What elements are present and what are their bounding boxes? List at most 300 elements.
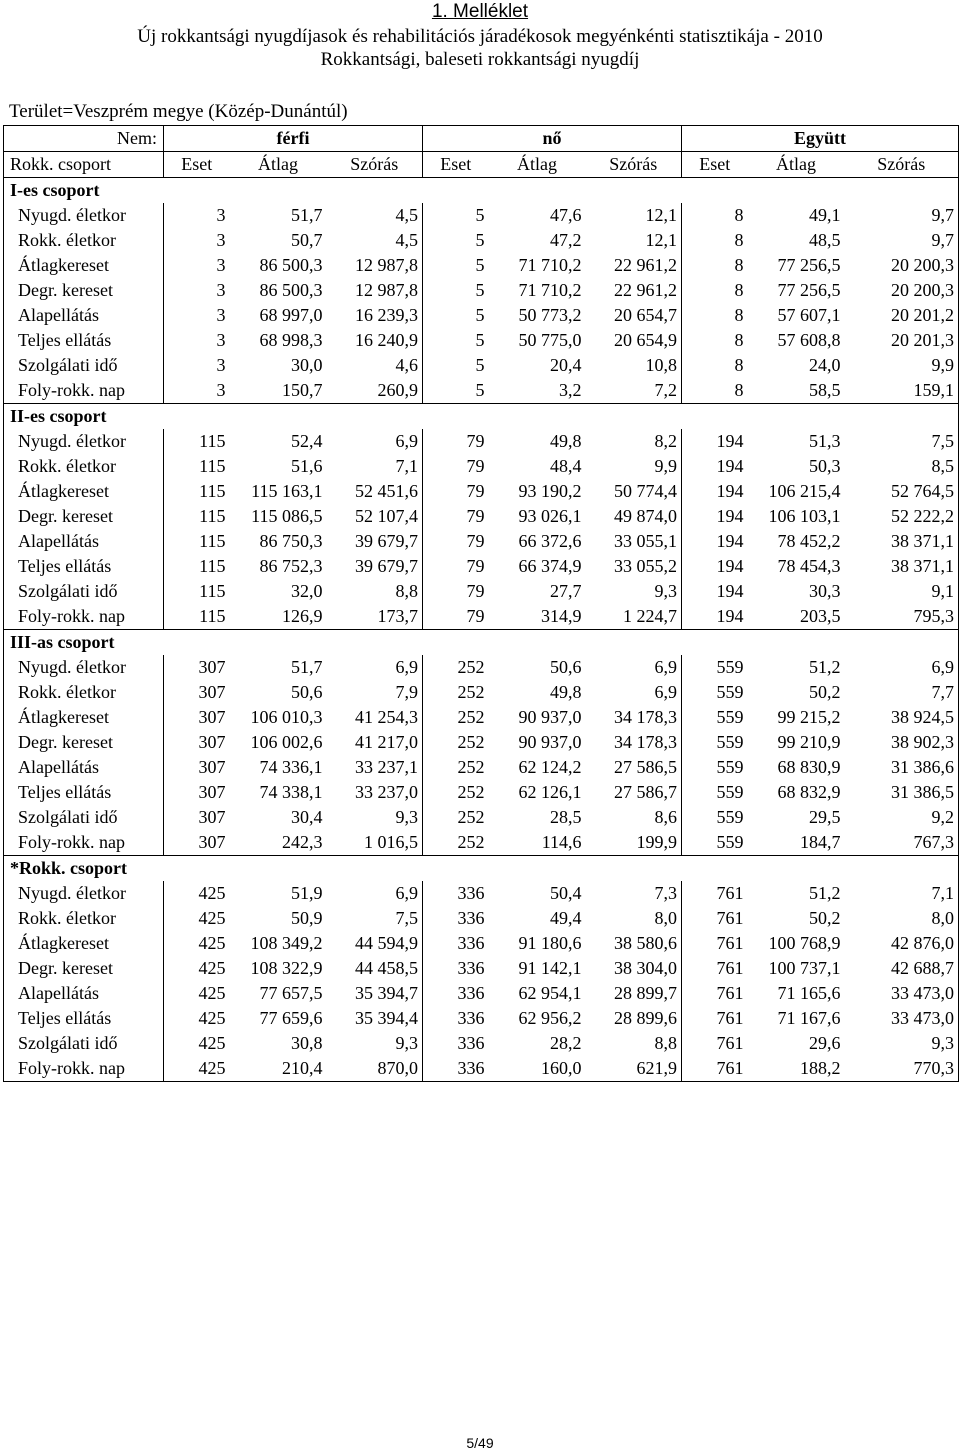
value-cell: 559: [682, 805, 748, 830]
value-cell: 62 954,1: [518, 983, 582, 1003]
value-cell: 35 394,4: [355, 1008, 419, 1028]
value-cell: 252: [423, 705, 489, 730]
value-cell: 32,0: [291, 581, 323, 601]
value-cell: 52,4: [291, 431, 323, 451]
value-cell: 27,7: [550, 581, 582, 601]
measure-header: Eset: [682, 152, 748, 178]
value-cell: 50,3: [809, 456, 841, 476]
value-cell: 5: [423, 228, 489, 253]
value-cell: 260,9: [327, 378, 423, 404]
value-cell: 57 607,1: [777, 305, 841, 325]
value-cell: 16 240,9: [355, 330, 419, 350]
table-row: [4, 956, 959, 981]
row-label: Rokk. életkor: [4, 680, 164, 705]
value-cell: 559: [682, 655, 748, 680]
value-cell: 761: [682, 881, 748, 906]
value-cell: 9,7: [845, 228, 959, 253]
value-cell: 8: [682, 253, 748, 278]
value-cell: 210,4: [230, 1056, 327, 1082]
value-cell: 115: [164, 529, 230, 554]
value-cell: 74 336,1: [259, 757, 323, 777]
value-cell: 22 961,2: [614, 255, 678, 275]
value-cell: 12 987,8: [355, 255, 419, 275]
value-cell: 39 679,7: [355, 556, 419, 576]
value-cell: 307: [164, 780, 230, 805]
value-cell: 5: [423, 253, 489, 278]
value-cell: 242,3: [230, 830, 327, 856]
table-row: [4, 479, 959, 504]
value-cell: 47,2: [550, 230, 582, 250]
value-cell: 3,2: [489, 378, 586, 404]
value-cell: 194: [682, 604, 748, 630]
value-cell: 68 998,3: [259, 330, 323, 350]
value-cell: 66 374,9: [518, 556, 582, 576]
measure-header: Szórás: [327, 152, 423, 178]
value-cell: 3: [164, 203, 230, 228]
value-cell: 425: [164, 1006, 230, 1031]
table-row: [4, 579, 959, 604]
value-cell: 761: [682, 1056, 748, 1082]
value-cell: 6,9: [395, 657, 419, 677]
row-label: Degr. kereset: [4, 956, 164, 981]
table-row: [4, 454, 959, 479]
value-cell: 48,5: [809, 230, 841, 250]
value-cell: 6,9: [395, 431, 419, 451]
table-row: [4, 780, 959, 805]
value-cell: 194: [682, 504, 748, 529]
value-cell: 71 710,2: [518, 255, 582, 275]
table-row: [4, 328, 959, 353]
value-cell: 425: [164, 1031, 230, 1056]
value-cell: 71 165,6: [777, 983, 841, 1003]
table-row: [4, 1006, 959, 1031]
value-cell: 9,1: [845, 579, 959, 604]
row-label: Szolgálati idő: [4, 579, 164, 604]
value-cell: 559: [682, 780, 748, 805]
table-row: [4, 1056, 959, 1082]
measure-header-row: [4, 152, 959, 178]
value-cell: 8,0: [654, 908, 678, 928]
value-cell: 38 371,1: [845, 554, 959, 579]
row-label: Teljes ellátás: [4, 328, 164, 353]
value-cell: 115 163,1: [251, 481, 323, 501]
value-cell: 42 876,0: [845, 931, 959, 956]
value-cell: 10,8: [645, 355, 678, 375]
value-cell: 90 937,0: [518, 707, 582, 727]
value-cell: 252: [423, 780, 489, 805]
value-cell: 7,5: [845, 429, 959, 454]
value-cell: 49,8: [550, 431, 582, 451]
gender-label: Nem:: [4, 126, 164, 152]
value-cell: 559: [682, 730, 748, 755]
row-label: Rokk. életkor: [4, 228, 164, 253]
value-cell: 767,3: [845, 830, 959, 856]
value-cell: 7,5: [395, 908, 419, 928]
value-cell: 425: [164, 956, 230, 981]
value-cell: 115: [164, 429, 230, 454]
value-cell: 115: [164, 554, 230, 579]
value-cell: 68 830,9: [777, 757, 841, 777]
value-cell: 99 210,9: [777, 732, 841, 752]
value-cell: 199,9: [586, 830, 682, 856]
group-label: Rokk. csoport: [4, 152, 164, 178]
value-cell: 8,6: [654, 807, 678, 827]
value-cell: 336: [423, 931, 489, 956]
value-cell: 9,3: [395, 807, 419, 827]
table-row: [4, 680, 959, 705]
value-cell: 126,9: [230, 604, 327, 630]
value-cell: 20 654,9: [614, 330, 678, 350]
value-cell: 8,5: [845, 454, 959, 479]
value-cell: 100 768,9: [768, 933, 841, 953]
section-row: [4, 178, 959, 204]
value-cell: 79: [423, 604, 489, 630]
region-label: Terület=Veszprém megye (Közép-Dunántúl): [9, 101, 348, 122]
measure-header: Eset: [423, 152, 489, 178]
value-cell: 27 586,7: [614, 782, 678, 802]
value-cell: 6,9: [395, 883, 419, 903]
table-row: [4, 303, 959, 328]
table-row: [4, 228, 959, 253]
value-cell: 51,3: [809, 431, 841, 451]
value-cell: 51,7: [291, 205, 323, 225]
value-cell: 761: [682, 931, 748, 956]
value-cell: 8: [682, 228, 748, 253]
value-cell: 52 222,2: [845, 504, 959, 529]
value-cell: 51,2: [809, 883, 841, 903]
table-row: [4, 981, 959, 1006]
table-row: [4, 730, 959, 755]
value-cell: 559: [682, 755, 748, 780]
row-label: Degr. kereset: [4, 278, 164, 303]
value-cell: 9,3: [395, 1033, 419, 1053]
value-cell: 8,8: [395, 581, 419, 601]
value-cell: 49,8: [550, 682, 582, 702]
value-cell: 27 586,5: [614, 757, 678, 777]
value-cell: 336: [423, 981, 489, 1006]
value-cell: 7,9: [395, 682, 419, 702]
value-cell: 28,2: [550, 1033, 582, 1053]
gender-header-total: Együtt: [682, 126, 959, 152]
row-label: Átlagkereset: [4, 705, 164, 730]
value-cell: 33 473,0: [845, 1006, 959, 1031]
value-cell: 5: [423, 278, 489, 303]
value-cell: 12 987,8: [355, 280, 419, 300]
value-cell: 8,2: [654, 431, 678, 451]
row-label: Teljes ellátás: [4, 1006, 164, 1031]
section-row: [4, 856, 959, 882]
value-cell: 33 237,1: [355, 757, 419, 777]
value-cell: 62 956,2: [518, 1008, 582, 1028]
value-cell: 68 997,0: [259, 305, 323, 325]
row-label: Rokk. életkor: [4, 454, 164, 479]
value-cell: 50,7: [291, 230, 323, 250]
value-cell: 3: [164, 353, 230, 378]
row-label: Rokk. életkor: [4, 906, 164, 931]
value-cell: 425: [164, 881, 230, 906]
section-title: *Rokk. csoport: [4, 856, 959, 882]
value-cell: 49,1: [809, 205, 841, 225]
value-cell: 336: [423, 906, 489, 931]
value-cell: 30,8: [291, 1033, 323, 1053]
value-cell: 5: [423, 378, 489, 404]
value-cell: 12,1: [645, 230, 678, 250]
value-cell: 5: [423, 303, 489, 328]
value-cell: 20 201,2: [845, 303, 959, 328]
value-cell: 50 773,2: [518, 305, 582, 325]
table-row: [4, 655, 959, 680]
value-cell: 336: [423, 956, 489, 981]
value-cell: 44 458,5: [355, 958, 419, 978]
value-cell: 41 254,3: [355, 707, 419, 727]
value-cell: 252: [423, 655, 489, 680]
value-cell: 34 178,3: [614, 707, 678, 727]
value-cell: 188,2: [748, 1056, 845, 1082]
value-cell: 8: [682, 203, 748, 228]
value-cell: 9,7: [845, 203, 959, 228]
measure-header: Eset: [164, 152, 230, 178]
value-cell: 86 752,3: [259, 556, 323, 576]
table-row: [4, 529, 959, 554]
value-cell: 115: [164, 504, 230, 529]
row-label: Alapellátás: [4, 981, 164, 1006]
value-cell: 50,2: [809, 682, 841, 702]
table-row: [4, 278, 959, 303]
value-cell: 16 239,3: [355, 305, 419, 325]
value-cell: 307: [164, 805, 230, 830]
row-label: Nyugd. életkor: [4, 429, 164, 454]
value-cell: 8: [682, 278, 748, 303]
value-cell: 5: [423, 328, 489, 353]
row-label: Átlagkereset: [4, 253, 164, 278]
value-cell: 425: [164, 906, 230, 931]
value-cell: 20,4: [550, 355, 582, 375]
value-cell: 34 178,3: [614, 732, 678, 752]
value-cell: 106 215,4: [768, 481, 841, 501]
measure-header: Átlag: [748, 152, 845, 178]
value-cell: 252: [423, 755, 489, 780]
value-cell: 770,3: [845, 1056, 959, 1082]
value-cell: 761: [682, 981, 748, 1006]
value-cell: 29,6: [809, 1033, 841, 1053]
value-cell: 79: [423, 479, 489, 504]
value-cell: 51,7: [291, 657, 323, 677]
value-cell: 74 338,1: [259, 782, 323, 802]
value-cell: 91 180,6: [518, 933, 582, 953]
value-cell: 870,0: [327, 1056, 423, 1082]
table-row: [4, 1031, 959, 1056]
value-cell: 50,9: [291, 908, 323, 928]
value-cell: 160,0: [489, 1056, 586, 1082]
value-cell: 86 500,3: [259, 280, 323, 300]
row-label: Szolgálati idő: [4, 1031, 164, 1056]
section-row: [4, 404, 959, 430]
value-cell: 8,8: [654, 1033, 678, 1053]
value-cell: 106 103,1: [768, 506, 841, 526]
table-row: [4, 931, 959, 956]
value-cell: 203,5: [748, 604, 845, 630]
value-cell: 28 899,6: [614, 1008, 678, 1028]
value-cell: 71 167,6: [777, 1008, 841, 1028]
value-cell: 336: [423, 881, 489, 906]
value-cell: 8: [682, 378, 748, 404]
value-cell: 68 832,9: [777, 782, 841, 802]
value-cell: 20 200,3: [845, 253, 959, 278]
value-cell: 57 608,8: [777, 330, 841, 350]
value-cell: 9,9: [845, 353, 959, 378]
value-cell: 559: [682, 680, 748, 705]
value-cell: 86 500,3: [259, 255, 323, 275]
table-row: [4, 805, 959, 830]
value-cell: 79: [423, 504, 489, 529]
value-cell: 336: [423, 1006, 489, 1031]
value-cell: 62 126,1: [518, 782, 582, 802]
value-cell: 194: [682, 454, 748, 479]
value-cell: 9,9: [654, 456, 678, 476]
value-cell: 7,3: [654, 883, 678, 903]
value-cell: 31 386,5: [845, 780, 959, 805]
table-row: [4, 830, 959, 856]
section-title: I-es csoport: [4, 178, 959, 204]
row-label: Átlagkereset: [4, 931, 164, 956]
value-cell: 78 452,2: [777, 531, 841, 551]
value-cell: 115: [164, 479, 230, 504]
value-cell: 20 654,7: [614, 305, 678, 325]
value-cell: 99 215,2: [777, 707, 841, 727]
value-cell: 50,2: [809, 908, 841, 928]
value-cell: 761: [682, 1006, 748, 1031]
statistics-table: [3, 125, 959, 1082]
value-cell: 35 394,7: [355, 983, 419, 1003]
value-cell: 194: [682, 554, 748, 579]
value-cell: 4,5: [395, 230, 419, 250]
value-cell: 761: [682, 1031, 748, 1056]
value-cell: 115: [164, 454, 230, 479]
value-cell: 66 372,6: [518, 531, 582, 551]
value-cell: 29,5: [809, 807, 841, 827]
table-row: [4, 705, 959, 730]
value-cell: 307: [164, 705, 230, 730]
value-cell: 106 002,6: [250, 732, 323, 752]
table-row: [4, 504, 959, 529]
value-cell: 8: [682, 303, 748, 328]
value-cell: 93 190,2: [518, 481, 582, 501]
value-cell: 77 256,5: [777, 280, 841, 300]
value-cell: 621,9: [586, 1056, 682, 1082]
value-cell: 9,2: [845, 805, 959, 830]
value-cell: 336: [423, 1031, 489, 1056]
value-cell: 425: [164, 931, 230, 956]
value-cell: 51,2: [809, 657, 841, 677]
value-cell: 307: [164, 755, 230, 780]
row-label: Teljes ellátás: [4, 780, 164, 805]
value-cell: 50,6: [550, 657, 582, 677]
value-cell: 30,4: [291, 807, 323, 827]
value-cell: 24,0: [809, 355, 841, 375]
gender-header-row: [4, 126, 959, 152]
value-cell: 159,1: [845, 378, 959, 404]
value-cell: 31 386,6: [845, 755, 959, 780]
value-cell: 336: [423, 1056, 489, 1082]
value-cell: 307: [164, 830, 230, 856]
value-cell: 8,0: [845, 906, 959, 931]
table-row: [4, 429, 959, 454]
row-label: Alapellátás: [4, 303, 164, 328]
value-cell: 7,1: [845, 881, 959, 906]
value-cell: 114,6: [489, 830, 586, 856]
value-cell: 6,9: [845, 655, 959, 680]
row-label: Foly-rokk. nap: [4, 604, 164, 630]
table-row: [4, 253, 959, 278]
value-cell: 8: [682, 328, 748, 353]
page-number: 5/49: [466, 1435, 494, 1451]
value-cell: 58,5: [748, 378, 845, 404]
value-cell: 194: [682, 479, 748, 504]
value-cell: 62 124,2: [518, 757, 582, 777]
value-cell: 559: [682, 705, 748, 730]
value-cell: 50,4: [550, 883, 582, 903]
value-cell: 307: [164, 655, 230, 680]
row-label: Nyugd. életkor: [4, 203, 164, 228]
value-cell: 51,9: [291, 883, 323, 903]
value-cell: 6,9: [654, 682, 678, 702]
gender-header-male: férfi: [164, 126, 423, 152]
section-title: II-es csoport: [4, 404, 959, 430]
value-cell: 30,3: [809, 581, 841, 601]
value-cell: 38 304,0: [614, 958, 678, 978]
value-cell: 761: [682, 956, 748, 981]
value-cell: 44 594,9: [355, 933, 419, 953]
value-cell: 38 924,5: [845, 705, 959, 730]
value-cell: 194: [682, 529, 748, 554]
value-cell: 52 451,6: [355, 481, 419, 501]
value-cell: 50 774,4: [614, 481, 678, 501]
value-cell: 22 961,2: [614, 280, 678, 300]
value-cell: 7,1: [395, 456, 419, 476]
value-cell: 50,6: [291, 682, 323, 702]
value-cell: 194: [682, 429, 748, 454]
row-label: Nyugd. életkor: [4, 655, 164, 680]
value-cell: 425: [164, 1056, 230, 1082]
value-cell: 30,0: [291, 355, 323, 375]
value-cell: 106 010,3: [250, 707, 323, 727]
row-label: Teljes ellátás: [4, 554, 164, 579]
value-cell: 761: [682, 906, 748, 931]
row-label: Degr. kereset: [4, 504, 164, 529]
value-cell: 33 473,0: [845, 981, 959, 1006]
document-title: Új rokkantsági nyugdíjasok és rehabilitációs járadékosok megyénkénti statisztikája - 2010: [137, 26, 823, 47]
value-cell: 38 902,3: [845, 730, 959, 755]
document-subtitle: Rokkantsági, baleseti rokkantsági nyugdíj: [320, 49, 640, 70]
row-label: Szolgálati idő: [4, 805, 164, 830]
table-row: [4, 203, 959, 228]
value-cell: 184,7: [748, 830, 845, 856]
table-body: [4, 126, 959, 1082]
value-cell: 52 764,5: [845, 479, 959, 504]
value-cell: 38 371,1: [845, 529, 959, 554]
value-cell: 252: [423, 730, 489, 755]
value-cell: 77 256,5: [777, 255, 841, 275]
value-cell: 47,6: [550, 205, 582, 225]
table-row: [4, 353, 959, 378]
value-cell: 48,4: [550, 456, 582, 476]
value-cell: 115: [164, 604, 230, 630]
value-cell: 86 750,3: [259, 531, 323, 551]
value-cell: 33 237,0: [355, 782, 419, 802]
table-row: [4, 378, 959, 404]
value-cell: 1 224,7: [586, 604, 682, 630]
value-cell: 252: [423, 805, 489, 830]
